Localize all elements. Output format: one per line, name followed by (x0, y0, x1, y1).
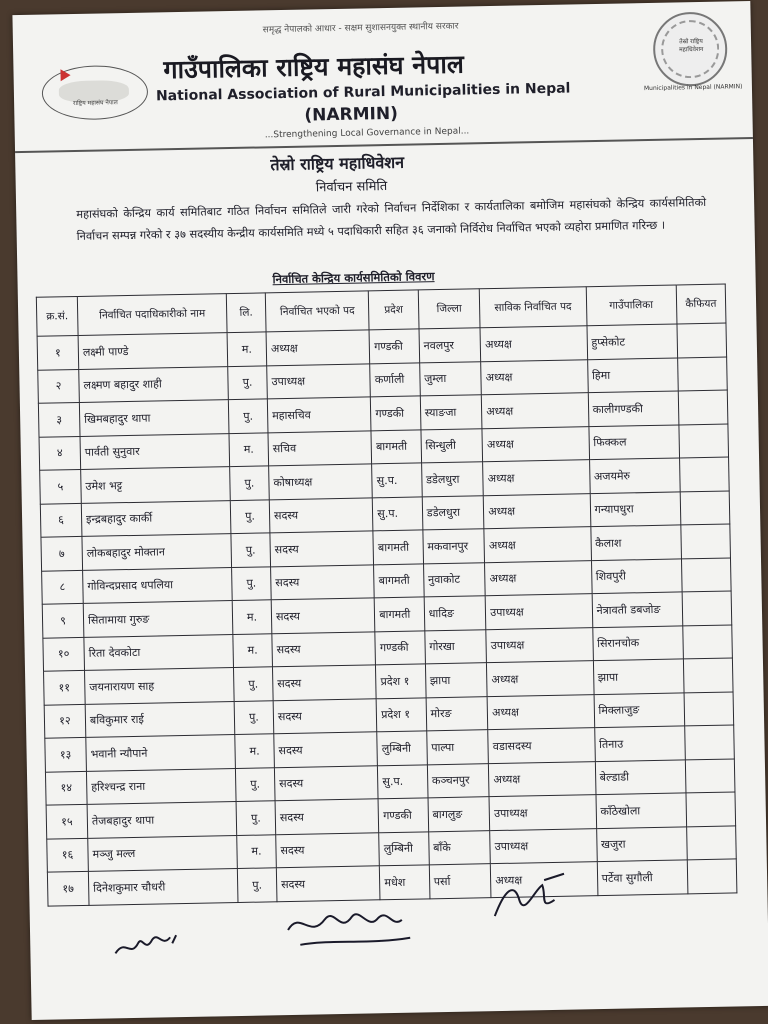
cell-district: स्याङजा (420, 395, 482, 430)
cell-name: खिमबहादुर थापा (79, 400, 229, 436)
tagline: समृद्ध नेपालको आधार - सक्षम सुशासनयुक्त स्थानीय सरकार (262, 21, 459, 36)
table-body (37, 323, 737, 906)
cell-province: बागमती (374, 563, 424, 597)
document-title: तेस्रो राष्ट्रिय महाधिवेशन (270, 152, 405, 175)
left-logo-text: राष्ट्रिय महासंघ नेपाल (73, 99, 118, 108)
cell-name: उमेश भट्ट (81, 467, 231, 503)
cell-remarks (677, 323, 727, 357)
cell-remarks (680, 524, 730, 558)
cell-rural-municipality: कैलाश (590, 525, 681, 560)
cell-name: तेजबहादुर थापा (87, 802, 237, 838)
cell-district: बाँके (428, 830, 490, 865)
cell-rural-municipality: हुप्सेकोट (587, 324, 678, 359)
cell-district: गोरखा (424, 629, 486, 664)
cell-previous-position: अध्यक्ष (484, 527, 591, 563)
cell-position: सदस्य (271, 564, 375, 599)
cell-gender: म. (233, 633, 273, 667)
cell-serial: १ (37, 335, 79, 369)
cell-rural-municipality: शिवपुरी (591, 558, 682, 593)
cell-name: सितामाया गुरुङ (83, 601, 233, 637)
cell-previous-position: उपाध्यक्ष (490, 828, 597, 864)
cell-serial: ३ (38, 402, 80, 436)
cell-previous-position: अध्यक्ष (489, 761, 596, 797)
header-position: निर्वाचित भएको पद (265, 291, 369, 332)
cell-rural-municipality: कालीगण्डकी (588, 391, 679, 426)
cell-name: लक्ष्मी पाण्डे (78, 333, 228, 369)
cell-province: बागमती (371, 429, 421, 463)
right-logo-caption: Municipalities in Nepal (NARMIN) (643, 83, 743, 93)
cell-gender: पु. (228, 399, 268, 433)
cell-province: गण्डकी (375, 630, 425, 664)
cell-district: नवलपुर (419, 328, 481, 363)
cell-remarks (680, 491, 730, 525)
cell-district: मोरङ (426, 696, 488, 731)
cell-position: कोषाध्यक्ष (269, 464, 373, 499)
cell-previous-position: अध्यक्ष (487, 694, 594, 730)
header-rural-municipality: गाउँपालिका (586, 285, 677, 326)
cell-remarks (678, 390, 728, 424)
cell-gender: पु. (233, 667, 273, 701)
cell-serial: ५ (40, 469, 82, 503)
cell-previous-position: अध्यक्ष (481, 359, 588, 395)
cell-previous-position: अध्यक्ष (487, 661, 594, 697)
cell-district: नुवाकोट (423, 562, 485, 597)
members-table (36, 284, 738, 907)
cell-gender: पु. (234, 700, 274, 734)
cell-gender: म. (227, 332, 267, 366)
cell-province: गण्डकी (369, 329, 419, 363)
cell-gender: पु. (230, 499, 270, 533)
cell-remarks (684, 691, 734, 725)
cell-province: लुम्बिनी (379, 831, 429, 865)
cell-district: डडेलधुरा (422, 495, 484, 530)
organization-slogan: ...Strengthening Local Governance in Nepal... (264, 126, 470, 141)
cell-name: गोविन्दप्रसाद धपलिया (83, 567, 233, 603)
cell-remarks (681, 557, 731, 591)
cell-serial: १० (43, 637, 85, 671)
cell-position: सचिव (268, 430, 372, 465)
cell-previous-position: वडासदस्य (488, 728, 595, 764)
organization-name-english: National Association of Rural Municipalities in Nepal (155, 80, 571, 105)
cell-province: बागमती (373, 530, 423, 564)
cell-remarks (677, 357, 727, 391)
cell-remarks (687, 859, 737, 893)
cell-previous-position: अध्यक्ष (483, 460, 590, 496)
cell-serial: १६ (47, 838, 89, 872)
cell-remarks (679, 457, 729, 491)
cell-position: सदस्य (272, 665, 376, 700)
cell-province: गण्डकी (371, 396, 421, 430)
cell-name: लोकबहादुर मोक्तान (82, 534, 232, 570)
cell-serial: १७ (47, 871, 89, 905)
cell-name: रिता देवकोटा (84, 634, 234, 670)
signature-1 (110, 917, 211, 964)
cell-name: इन्द्रबहादुर कार्की (81, 500, 231, 536)
cell-position: सदस्य (274, 765, 378, 800)
cell-name: बविकुमार राई (85, 701, 235, 737)
cell-rural-municipality: काँठेखोला (596, 793, 687, 828)
cell-serial: ६ (40, 503, 82, 537)
cell-serial: ८ (42, 570, 84, 604)
cell-previous-position: अध्यक्ष (482, 393, 589, 429)
cell-previous-position: उपाध्यक्ष (486, 627, 593, 663)
cell-remarks (682, 591, 732, 625)
cell-district: धादिङ (424, 596, 486, 631)
document-page (12, 1, 768, 1020)
cell-district: पर्सा (429, 864, 491, 899)
cell-remarks (683, 658, 733, 692)
cell-previous-position: अध्यक्ष (480, 326, 587, 362)
header-name: निर्वाचित पदाधिकारीको नाम (77, 294, 227, 336)
cell-district: बागलुङ (428, 797, 490, 832)
cell-remarks (682, 624, 732, 658)
cell-province: सु.प. (373, 496, 423, 530)
cell-district: सिन्धुली (421, 428, 483, 463)
cell-district: पाल्पा (426, 730, 488, 765)
cell-gender: पु. (235, 767, 275, 801)
cell-name: जयनारायण साह (85, 668, 235, 704)
cell-position: सदस्य (271, 598, 375, 633)
cell-previous-position: अध्यक्ष (483, 493, 590, 529)
table-caption: निर्वाचित केन्द्रिय कार्यसमितिको विवरण (272, 269, 435, 287)
cell-gender: पु. (228, 365, 268, 399)
cell-province: कर्णाली (370, 362, 420, 396)
cell-gender: पु. (237, 868, 277, 902)
cell-serial: २ (38, 369, 80, 403)
organization-name-nepali: गाउँपालिका राष्ट्रिय महासंघ नेपाल (163, 49, 465, 85)
cell-gender: पु. (231, 533, 271, 567)
cell-district: कञ्चनपुर (427, 763, 489, 798)
cell-name: भवानी न्यौपाने (86, 735, 236, 771)
cell-name: लक्ष्मण बहादुर शाही (79, 366, 229, 402)
cell-province: प्रदेश १ (376, 664, 426, 698)
cell-remarks (684, 725, 734, 759)
cell-province: सु.प. (372, 463, 422, 497)
cell-serial: ४ (39, 436, 81, 470)
cell-remarks (679, 424, 729, 458)
cell-previous-position: उपाध्यक्ष (489, 795, 596, 831)
cell-position: सदस्य (275, 799, 379, 834)
intro-paragraph: महासंघको केन्द्रिय कार्य समितिबाट गठित निर्वाचन समितिले जारी गरेको निर्वाचन निर्देशिका र कार्यतालिका बमोजिम महासंघको केन्द्रिय कार्यसमितिको निर्वाचन सम्पन्न गरेको र ३७ सदस्यीय केन्द्रीय कार्यसमिति मध्ये ५ पदाधिकारी सहित ३६ जनाको निर्विरोध निर्वाचित भएको व्यहोरा प्रमाणित गरिन्छ । (76, 195, 707, 243)
cell-previous-position: अध्यक्ष (485, 560, 592, 596)
cell-district: झापा (425, 663, 487, 698)
cell-rural-municipality: झापा (593, 659, 684, 694)
header-serial: क्र.सं. (36, 296, 78, 336)
cell-gender: पु. (232, 566, 272, 600)
cell-rural-municipality: गन्यापधुरा (590, 491, 681, 526)
cell-rural-municipality: नेत्रावती डबजोङ (592, 592, 683, 627)
cell-rural-municipality: तिनाउ (594, 726, 685, 761)
cell-serial: १२ (44, 704, 86, 738)
cell-previous-position: अध्यक्ष (491, 862, 598, 898)
cell-rural-municipality: फिक्कल (588, 424, 679, 459)
cell-province: सु.प. (378, 764, 428, 798)
cell-position: सदस्य (270, 531, 374, 566)
cell-province: मधेश (380, 865, 430, 899)
cell-position: महासचिव (267, 397, 371, 432)
cell-position: सदस्य (274, 732, 378, 767)
cell-position: सदस्य (276, 866, 380, 901)
nepal-flag-icon (60, 69, 70, 81)
right-logo-text: तेस्रो राष्ट्रिय महाधिवेशन (678, 37, 704, 54)
cell-remarks (685, 758, 735, 792)
signature-2 (279, 898, 420, 956)
right-logo-seal (652, 11, 727, 86)
cell-gender: म. (229, 432, 269, 466)
cell-gender: म. (232, 600, 272, 634)
cell-district: जुम्ला (419, 361, 481, 396)
cell-name: दिनेशकुमार चौधरी (88, 869, 238, 905)
cell-province: प्रदेश १ (376, 697, 426, 731)
cell-rural-municipality: पर्टेवा सुगौली (597, 860, 688, 895)
signature-3 (484, 870, 575, 927)
cell-serial: १४ (45, 771, 87, 805)
left-logo-emblem (41, 65, 148, 121)
cell-remarks (686, 792, 736, 826)
header-previous-position: साविक निर्वाचित पद (479, 287, 586, 328)
cell-gender: म. (237, 834, 277, 868)
cell-rural-municipality: सिरानचोक (592, 625, 683, 660)
cell-serial: ९ (42, 603, 84, 637)
cell-previous-position: उपाध्यक्ष (485, 594, 592, 630)
cell-name: पार्वती सुनुवार (80, 433, 230, 469)
organization-abbreviation: (NARMIN) (304, 103, 399, 126)
cell-rural-municipality: बेल्डाडी (595, 759, 686, 794)
header-province: प्रदेश (369, 290, 419, 330)
cell-remarks (686, 825, 736, 859)
cell-position: सदस्य (269, 497, 373, 532)
cell-rural-municipality: हिमा (587, 357, 678, 392)
cell-rural-municipality: मिक्लाजुङ (594, 692, 685, 727)
cell-position: अध्यक्ष (266, 330, 370, 365)
cell-serial: ७ (41, 536, 83, 570)
cell-province: बागमती (374, 597, 424, 631)
cell-previous-position: अध्यक्ष (482, 426, 589, 462)
cell-position: सदस्य (276, 832, 380, 867)
cell-name: हरिश्चन्द्र राना (86, 768, 236, 804)
cell-serial: १५ (46, 804, 88, 838)
cell-gender: म. (235, 734, 275, 768)
cell-name: मञ्जु मल्ल (88, 835, 238, 871)
header-gender: लि. (226, 293, 266, 333)
cell-position: सदस्य (272, 631, 376, 666)
cell-serial: १३ (45, 737, 87, 771)
cell-province: लुम्बिनी (377, 731, 427, 765)
cell-rural-municipality: खजुरा (596, 826, 687, 861)
cell-position: सदस्य (273, 698, 377, 733)
header-remarks: कैफियत (676, 284, 726, 324)
header-district: जिल्ला (418, 289, 480, 329)
cell-rural-municipality: अजयमेरु (589, 458, 680, 493)
cell-gender: पु. (230, 466, 270, 500)
cell-gender: पु. (236, 801, 276, 835)
cell-province: गण्डकी (378, 798, 428, 832)
cell-district: मकवानपुर (423, 529, 485, 564)
cell-serial: ११ (44, 670, 86, 704)
cell-district: डडेलधुरा (421, 462, 483, 497)
cell-position: उपाध्यक्ष (267, 363, 371, 398)
committee-heading: निर्वाचन समिति (315, 179, 388, 196)
